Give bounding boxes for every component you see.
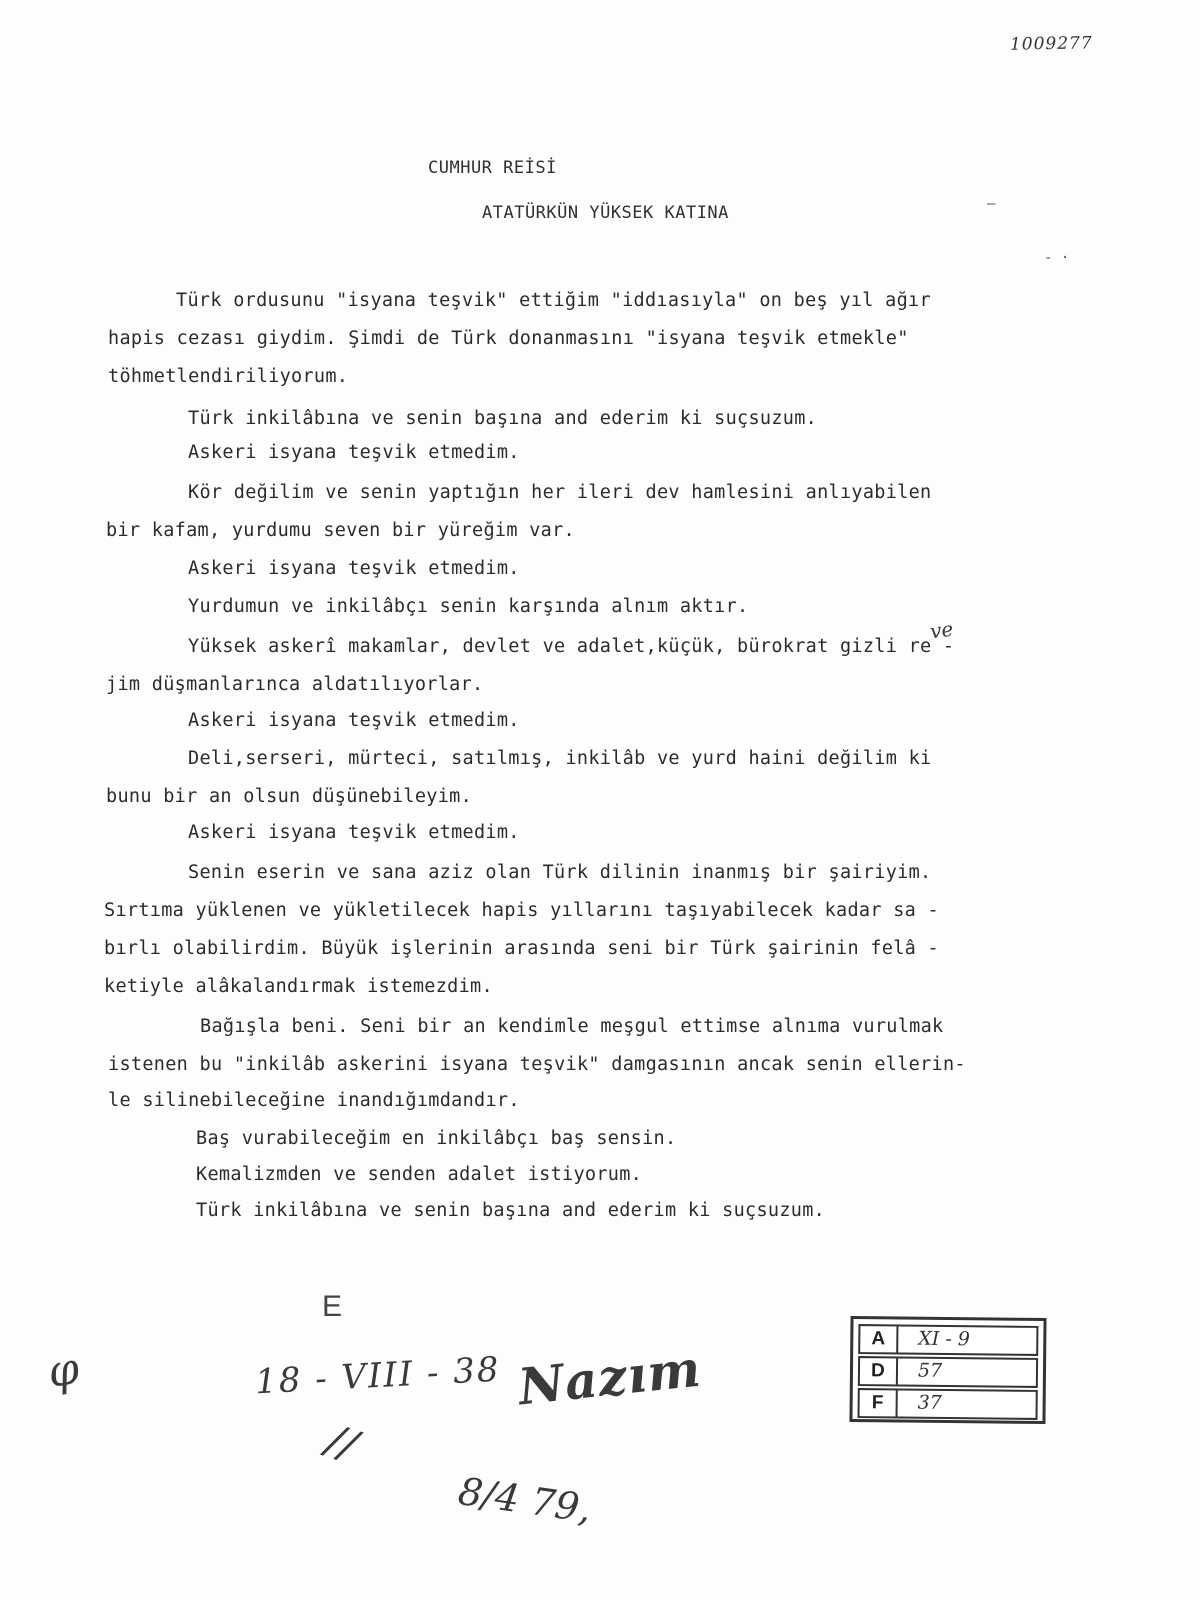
body-line: Yüksek askerî makamlar, devlet ve adalet,küçük, bürokrat gizli re - <box>188 636 955 657</box>
body-line: Deli,serseri, mürteci, satılmış, inkilâb ve yurd haini değilim ki <box>188 748 932 769</box>
stamp-key: A <box>860 1326 898 1352</box>
body-line: le silinebileceğine inandığımdandır. <box>108 1090 520 1111</box>
body-line: hapis cezası giydim. Şimdi de Türk donanmasını "isyana teşvik etmekle" <box>108 328 909 349</box>
body-line: bırlı olabilirdim. Büyük işlerinin arasında seni bir Türk şairinin felâ - <box>104 938 939 959</box>
body-line: jim düşmanlarınca aldatılıyorlar. <box>106 674 484 695</box>
body-line: Askeri isyana teşvik etmedim. <box>188 822 520 843</box>
initial-left: φ <box>43 1342 84 1399</box>
body-line: töhmetlendiriliyorum. <box>108 366 349 387</box>
handwritten-insertion: ve <box>928 616 955 644</box>
body-line: Türk inkilâbına ve senin başına and ederim ki suçsuzum. <box>196 1200 826 1221</box>
body-line: Senin eserin ve sana aziz olan Türk dilinin inanmış bir şairiyim. <box>188 862 932 883</box>
archive-stamp <box>849 1316 1046 1424</box>
body-line: Yurdumun ve inkilâbçı senin karşında alnım aktır. <box>188 596 749 617</box>
body-line: Bağışla beni. Seni bir an kendimle meşgul ettimse alnıma vurulmak <box>200 1016 944 1037</box>
body-line: istenen bu "inkilâb askerini isyana teşvik" damgasının ancak senin ellerin- <box>108 1054 966 1075</box>
heading-line-1: CUMHUR REİSİ <box>428 158 557 178</box>
handwritten-e: E <box>322 1290 343 1323</box>
stamp-value: 37 <box>917 1391 942 1414</box>
stamp-key: F <box>860 1390 898 1416</box>
note-reference: 8/4 79, <box>455 1468 595 1532</box>
stamp-row <box>857 1388 1037 1420</box>
body-line: Sırtıma yüklenen ve yükletilecek hapis yıllarını taşıyabilecek kadar sa - <box>104 900 939 921</box>
stamp-value: 57 <box>917 1359 943 1382</box>
stamp-row <box>858 1324 1038 1356</box>
body-line: Askeri isyana teşvik etmedim. <box>188 710 520 731</box>
body-line: Kör değilim ve senin yaptığın her ileri dev hamlesini anlıyabilen <box>188 482 932 503</box>
stamp-value: XI - 9 <box>918 1327 971 1351</box>
scan-mark: - · <box>1044 250 1070 266</box>
handwritten-date: 18 - VIII - 38 <box>254 1349 502 1403</box>
body-line: Baş vurabileceğim en inkilâbçı baş sensin. <box>196 1128 677 1149</box>
signature: Nazım <box>515 1338 704 1417</box>
stamp-key: D <box>860 1358 898 1384</box>
body-line: Türk ordusunu "isyana teşvik" ettiğim "iddıasıyla" on beş yıl ağır <box>176 290 931 311</box>
stamp-row <box>858 1356 1038 1388</box>
body-line: bir kafam, yurdumu seven bir yüreğim var. <box>106 520 575 541</box>
scan-mark: – <box>987 196 996 212</box>
archive-number: 1009277 <box>1009 33 1093 55</box>
body-line: bunu bir an olsun düşünebileyim. <box>106 786 473 807</box>
body-line: ketiyle alâkalandırmak istemezdim. <box>104 976 493 997</box>
body-line: Kemalizmden ve senden adalet istiyorum. <box>196 1164 643 1185</box>
handwritten-check-mark: // <box>321 1414 364 1471</box>
heading-line-2: ATATÜRKÜN YÜKSEK KATINA <box>482 203 729 223</box>
body-line: Askeri isyana teşvik etmedim. <box>188 442 520 463</box>
body-line: Türk inkilâbına ve senin başına and ederim ki suçsuzum. <box>188 408 818 429</box>
body-line: Askeri isyana teşvik etmedim. <box>188 558 520 579</box>
